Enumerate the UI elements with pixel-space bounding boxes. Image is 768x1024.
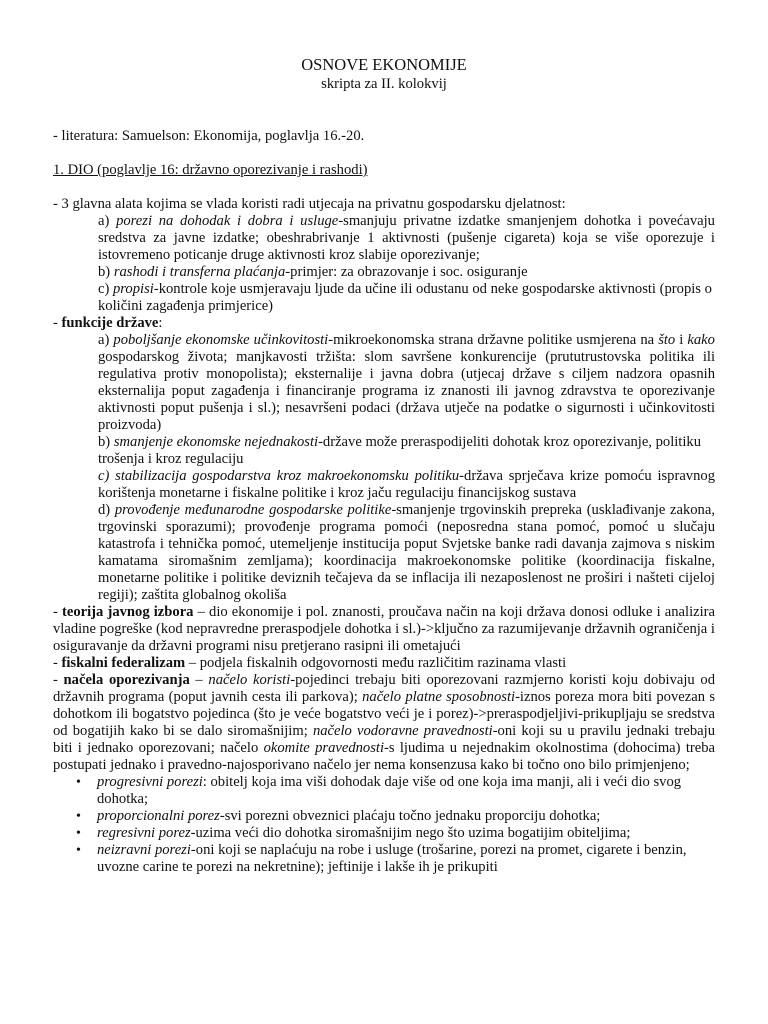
tools-item-a: a) porezi na dohodak i dobra i usluge-smanjuju privatne izdatke smanjenjem dohotka i povećavaju sredstva za javne izdatke; obeshrabrivanje 1 aktivnosti (pušenje cigareta) koja se više oporezuje i istovremeno poticanje druge aktivnosti kroz slabije oporezivanje; (98, 213, 715, 263)
tools-item-c: c) propisi-kontrole koje usmjeravaju ljude da učine ili odustanu od neke gospodarske aktivnosti (propis o količini zagađenja primjerice) (98, 281, 712, 314)
tax-types-list (53, 774, 715, 876)
functions-item-a: a) poboljšanje ekonomske učinkovitosti-mikroekonomska strana državne politike usmjerena na što i kako gospodarskog života; manjkavosti tržišta: slom savršene konkurencije (prututrustovska politika ili regulativa protiv monopolista); eksternalije i javna dobra (utjecaj države s ciljem nadzora opasnih eksternalija poput zagađenja i financiranje programa iz znanosti ili javnog zdravstva te oporezivanje aktivnosti poput pušenja i sl.); nesavršeni podaci (država utječe na podatke o sigurnosti i učinkovitosti proizvoda) (98, 332, 715, 433)
taxation-principles-paragraph: - načela oporezivanja – načelo koristi-pojedinci trebaju biti oporezovani razmjerno koristi koju dobivaju od državnih programa (poput javnih cesta ili parkova); načelo platne sposobnosti-iznos poreza mora biti povezan s dohotkom ili bogatstvo pojedinca (što je veće bogatstvo veći je i porez)->preraspodjeljivi-prikupljaju se sredstva od bogatijih kako bi se dalo siromašnijim; načelo vodoravne pravednosti-oni koji su u pravilu jednaki trebaju biti i jednako oporezovani; načelo okomite pravednosti-s ljudima u nejednakim okolnostima (dohocima) treba postupati jednako i pravedno-najosporivano načelo jer nema konsenzusa kako bi točno ono bilo primjenjeno; (53, 672, 716, 773)
document-subtitle: skripta za II. kolokvij (321, 76, 447, 92)
list-item: • neizravni porezi-oni koji se naplaćuju na robe i usluge (trošarine, porezi na promet, cigarete i benzin, uvozne carine te porezi na nekretnine); jeftinije i lakše ih je prikupiti (53, 842, 715, 876)
functions-item-d: d) provođenje međunarodne gospodarske politike-smanjenje trgovinskih prepreka (usklađivanje zakona, trgovinski sporazumi); provođenje programa pomoći (neposredna stana pomoć, pomoć u slučaju katastrofa i tehnička pomoć, utemeljenje institucija poput Svjetske banke radi davanja zajmova s niskim kamatama siromašnim zemljama); koordinacija makroekonomske politike (koordinacija fiskalne, monetarne politike i politike deviznih tečajeva da se inflacija ili nezaposlenost ne proširi i našteti cijeloj regiji); zaštita globalnog okoliša (98, 502, 715, 603)
functions-item-b: b) smanjenje ekonomske nejednakosti-države može preraspodijeliti dohotak kroz oporezivanje, politiku trošenja i kroz regulaciju (98, 434, 702, 467)
list-item: • proporcionalni porez-svi porezni obveznici plaćaju točno jednaku proporciju dohotka; (53, 808, 715, 825)
document-title: OSNOVE EKONOMIJE (301, 55, 467, 74)
public-choice-paragraph: - teorija javnog izbora – dio ekonomije i pol. znanosti, proučava način na koji država donosi odluke i analizira vladine pogreške (kod nepravredne preraspodjele dohotka i sl.)->ključno za razumijevanje državnih ograničenja i osiguravanje da državni programi nisu pretjerano rasipni ili ometajući (53, 604, 715, 654)
fiscal-federalism-paragraph: - fiskalni federalizam – podjela fiskalnih odgovornosti među različitim razinama vlasti (53, 655, 567, 671)
list-item: • regresivni porez-uzima veći dio dohotka siromašnijim nego što uzima bogatijim obiteljima; (53, 825, 715, 842)
literature-line: - literatura: Samuelson: Ekonomija, poglavlja 16.-20. (53, 128, 365, 144)
tools-item-b: b) rashodi i transferna plaćanja-primjer: za obrazovanje i soc. osiguranje (98, 264, 528, 280)
list-item: • progresivni porezi: obitelj koja ima viši dohodak daje više od one koja ima manji, ali i veći dio svog dohotka; (53, 774, 715, 808)
functions-heading: - funkcije države: (53, 315, 163, 331)
section-heading: 1. DIO (poglavlje 16: državno oporezivanje i rashodi) (53, 162, 368, 178)
document-body (53, 128, 715, 876)
functions-item-c: c) stabilizacija gospodarstva kroz makroekonomsku politiku-država sprječava krize pomoću ispravnog korištenja monetarne i fiskalne politike i kroz jaču regulaciju financijskog sustava (98, 468, 715, 501)
tools-intro: - 3 glavna alata kojima se vlada koristi radi utjecaja na privatnu gospodarsku djelatnost: (53, 196, 566, 212)
